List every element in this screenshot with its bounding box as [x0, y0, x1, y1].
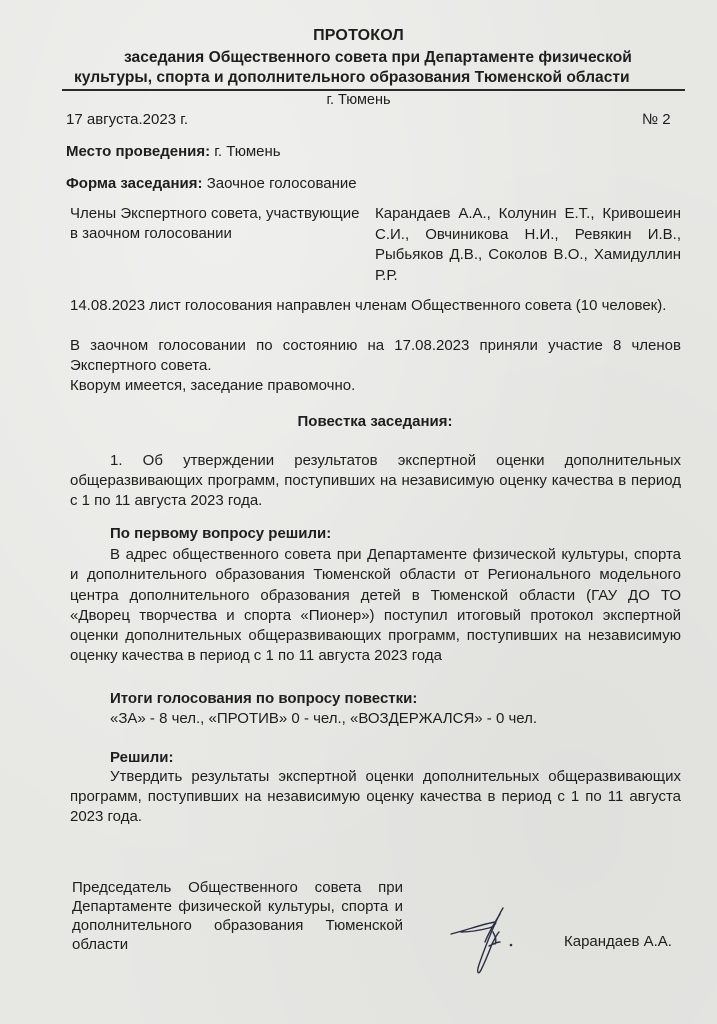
- meeting-place-value: г. Тюмень: [214, 143, 281, 160]
- meeting-form: [66, 175, 357, 192]
- document-city: г. Тюмень: [326, 92, 391, 108]
- document-number: № 2: [642, 111, 671, 128]
- agenda-heading: Повестка заседания:: [297, 413, 453, 430]
- document-date: 17 августа.2023 г.: [66, 111, 189, 128]
- document-subtitle-line-2: культуры, спорта и дополнительного образования Тюменской области: [74, 69, 630, 86]
- decision-paragraph: Утвердить результаты экспертной оценки дополнительных общеразвивающих программ, поступивших на независимую оценку качества в период с 1 по 11 августа 2023 года.: [70, 768, 681, 825]
- agenda-item-1: 1. Об утверждении результатов экспертной оценки дополнительных общеразвивающих программ, поступивших на независимую оценку качества в период с 1 по 11 августа 2023 года.: [70, 452, 681, 509]
- voting-results: «ЗА» - 8 чел., «ПРОТИВ» 0 - чел., «ВОЗДЕРЖАЛСЯ» - 0 чел.: [110, 710, 538, 727]
- meeting-form-label: Форма заседания:: [66, 175, 203, 192]
- voting-results-heading: Итоги голосования по вопросу повестки:: [110, 690, 418, 707]
- chair-title: Председатель Общественного совета при Департаменте физической культуры, спорта и дополнительного образования Тюменской области: [72, 879, 403, 953]
- members-label: Члены Экспертного совета, участвующие в заочном голосовании: [70, 205, 360, 242]
- first-question-paragraph: В адрес общественного совета при Департаменте физической культуры, спорта и дополнительного образования Тюменской области от Регионального модельного центра дополнительного образования детей в Тюменской области (ГАУ ДО ТО «Дворец творчества и спорта «Пионер») поступил итоговый протокол экспертной оценки дополнительных общеразвивающих программ, поступивших на независимую оценку качества в период с 1 по 11 августа 2023 года: [70, 546, 681, 665]
- handwritten-signature-icon: [445, 888, 535, 988]
- sent-paragraph: 14.08.2023 лист голосования направлен членам Общественного совета (10 человек).: [70, 297, 667, 314]
- document-title: ПРОТОКОЛ: [313, 27, 404, 44]
- meeting-form-value: Заочное голосование: [206, 175, 357, 192]
- document-subtitle-line-1: заседания Общественного совета при Департаменте физической: [124, 49, 632, 66]
- chair-name: Карандаев А.А.: [564, 933, 672, 950]
- meeting-place: [66, 143, 281, 160]
- members-names: Карандаев А.А., Колунин Е.Т., Кривошеин С.И., Овчиникова Н.И., Ревякин И.В., Рыбьяков Д.В., Соколов В.О., Хамидуллин Р.Р.: [375, 205, 681, 284]
- quorum-paragraph: Кворум имеется, заседание правомочно.: [70, 377, 356, 394]
- decision-heading: Решили:: [110, 749, 174, 766]
- first-question-heading: По первому вопросу решили:: [110, 525, 332, 542]
- meeting-place-label: Место проведения:: [66, 143, 211, 160]
- participation-paragraph: В заочном голосовании по состоянию на 17.08.2023 приняли участие 8 членов Экспертного совета.: [70, 337, 681, 374]
- header-divider: [62, 89, 685, 91]
